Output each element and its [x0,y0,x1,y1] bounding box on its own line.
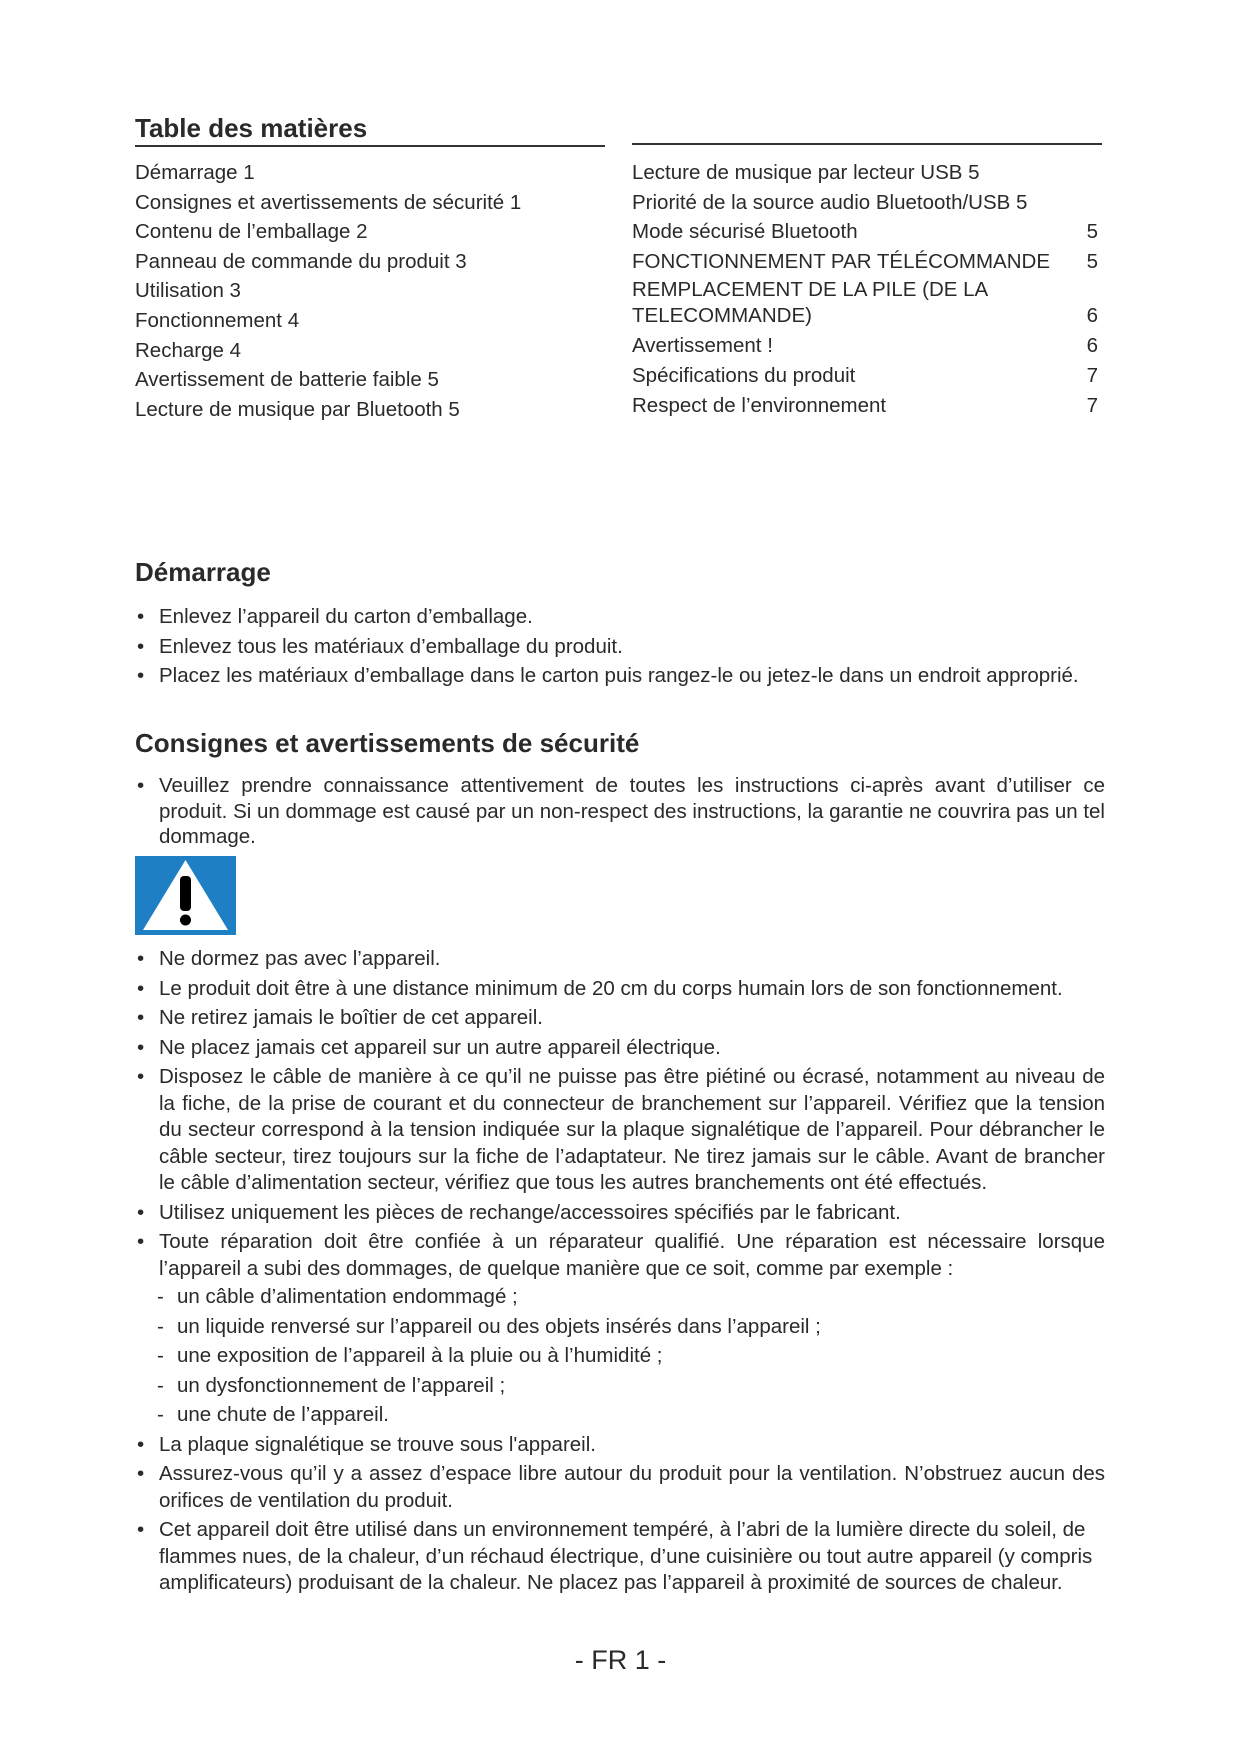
repair-text: Toute réparation doit être confiée à un réparateur qualifié. Une réparation est nécessaire lorsque l’appareil a subi des dommages, de quelque manière que ce soit, comme par exemple : [159,1230,1105,1280]
toc-item: Utilisation 3 [135,279,241,303]
list-item: • Ne retirez jamais le boîtier de cet appareil. [135,1005,1105,1032]
toc-item [632,331,1102,361]
toc-item-page: 7 [1086,363,1098,387]
list-item: - un liquide renversé sur l’appareil ou des objets insérés dans l’appareil ; [155,1314,1105,1341]
toc-item [632,391,1102,421]
list-item: • Cet appareil doit être utilisé dans un environnement tempéré, à l’abri de la lumière directe du soleil, de flammes nues, de la chaleur, d’un réchaud électrique, d’une cuisinière ou tout autre appareil (y compris amplificateurs) produisant de la chaleur. Ne placez pas l’appareil à proximité de sources de chaleur. [135,1517,1105,1597]
list-item: • Assurez-vous qu’il y a assez d’espace libre autour du produit pour la ventilation. N’obstruez aucun des orifices de ventilation du produit. [135,1461,1105,1514]
toc-item-page: 5 [1086,220,1098,244]
toc-item [632,188,1102,218]
demarrage-list [135,604,1105,693]
toc-divider [632,143,1102,145]
toc-item: Démarrage 1 [135,161,255,184]
repair-cases-list [159,1284,1105,1429]
toc-item-label: Mode sécurisé Bluetooth [632,220,858,244]
toc-item-label: Priorité de la source audio Bluetooth/USB 5 [632,190,1028,214]
toc-left-column [135,158,595,424]
section-heading-demarrage: Démarrage [135,557,271,587]
list-item: • Le produit doit être à une distance minimum de 20 cm du corps humain lors de son fonctionnement. [135,976,1105,1003]
list-item: • Utilisez uniquement les pièces de rechange/accessoires spécifiés par le fabricant. [135,1200,1105,1227]
list-item: • Enlevez tous les matériaux d’emballage du produit. [135,634,1105,661]
list-item: • Disposez le câble de manière à ce qu’il ne puisse pas être piétiné ou écrasé, notamment au niveau de la fiche, de la prise de courant et du connecteur de branchement sur l’appareil. Vérifiez que la tension du secteur correspond à la tension indiquée sur la plaque signalétique de l’appareil. Pour débrancher le câble secteur, tirez toujours sur la fiche de l’adaptateur. Ne tirez jamais sur le câble. Avant de brancher le câble d’alimentation secteur, vérifiez que tous les autres branchements ont été effectués. [135,1064,1105,1197]
section-heading-securite: Consignes et avertissements de sécurité [135,728,640,758]
list-item: • Placez les matériaux d’emballage dans le carton puis rangez-le ou jetez-le dans un endroit approprié. [135,663,1105,690]
toc-item-page: 7 [1086,393,1098,417]
toc-item: Consignes et avertissements de sécurité 1 [135,190,522,214]
list-item: - une exposition de l’appareil à la pluie ou à l’humidité ; [155,1343,1105,1370]
list-item: • Enlevez l’appareil du carton d’emballage. [135,604,1105,631]
toc-item-label: FONCTIONNEMENT PAR TÉLÉCOMMANDE [632,249,1051,273]
toc-item [632,247,1102,277]
list-item: - une chute de l’appareil. [155,1402,1105,1429]
toc-item: Contenu de l’emballage 2 [135,220,368,244]
list-item: - un dysfonctionnement de l’appareil ; [155,1373,1105,1400]
page-number: - FR 1 - [574,1645,667,1675]
toc-item-page: 6 [1086,304,1098,328]
toc-item-label: Spécifications du produit [632,363,856,387]
warning-triangle-icon [135,856,236,935]
toc-item-label: Lecture de musique par lecteur USB 5 [632,161,980,184]
toc-item [632,217,1102,247]
toc-item-label: Avertissement ! [632,334,773,358]
toc-item [632,276,1102,331]
toc-item: Lecture de musique par Bluetooth 5 [135,397,460,421]
securite-intro-list [135,773,1105,853]
toc-item-page: 5 [1086,249,1098,273]
list-item: - un câble d’alimentation endommagé ; [155,1284,1105,1311]
list-item: • La plaque signalétique se trouve sous l'appareil. [135,1432,1105,1459]
securite-list [135,946,1105,1600]
toc-item [632,361,1102,391]
toc-item: Recharge 4 [135,338,241,362]
toc-item: Avertissement de batterie faible 5 [135,368,439,392]
toc-title: Table des matières [135,113,605,147]
list-item: • Veuillez prendre connaissance attentivement de toutes les instructions ci-après avant d’utiliser ce produit. Si un dommage est causé par un non-respect des instructions, la garantie ne couvrira pas un tel dommage. [135,773,1105,850]
list-item [135,1229,1105,1429]
list-item: • Ne dormez pas avec l’appareil. [135,946,1105,973]
toc-item-page: 6 [1086,334,1098,358]
toc-item: Fonctionnement 4 [135,308,300,332]
toc-item [632,158,1102,188]
toc-item-label: Respect de l’environnement [632,393,887,417]
list-item: • Ne placez jamais cet appareil sur un autre appareil électrique. [135,1035,1105,1062]
toc-item-label: REMPLACEMENT DE LA PILE (DE LA TELECOMMANDE) [632,278,988,328]
toc-item: Panneau de commande du produit 3 [135,249,467,273]
toc-right-column [632,158,1102,420]
